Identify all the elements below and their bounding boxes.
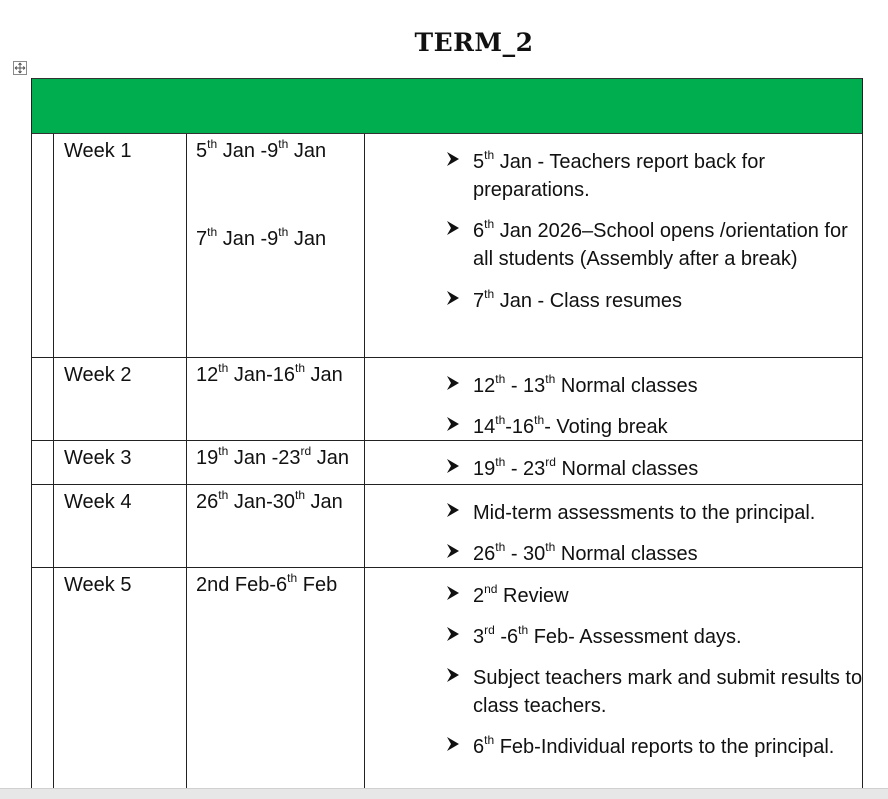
week-label: Week 5 xyxy=(64,574,132,596)
table-move-handle[interactable] xyxy=(13,61,27,75)
arrow-bullet-icon xyxy=(446,416,460,432)
row-divider xyxy=(31,484,863,485)
column-divider xyxy=(364,134,365,788)
date-range: 2nd Feb-6th Feb xyxy=(196,571,338,596)
table-border-left xyxy=(31,78,32,788)
document-title: TERM_2 xyxy=(414,28,534,57)
arrow-bullet-icon xyxy=(446,626,460,642)
arrow-bullet-icon xyxy=(446,458,460,474)
row-divider xyxy=(31,357,863,358)
arrow-bullet-icon xyxy=(446,290,460,306)
date-range: 5th Jan -9th Jan xyxy=(196,137,327,162)
arrow-bullet-icon xyxy=(446,543,460,559)
window-bottom-strip xyxy=(0,788,888,799)
week-label: Week 1 xyxy=(64,140,132,162)
week-label: Week 3 xyxy=(64,447,132,469)
arrow-bullet-icon xyxy=(446,375,460,391)
date-range: 12th Jan-16th Jan xyxy=(196,361,343,386)
date-range: 26th Jan-30th Jan xyxy=(196,488,343,513)
column-divider xyxy=(186,134,187,788)
date-range: 7th Jan -9th Jan xyxy=(196,225,327,250)
arrow-bullet-icon xyxy=(446,667,460,683)
arrow-bullet-icon xyxy=(446,502,460,518)
week-label: Week 4 xyxy=(64,491,132,513)
week-label: Week 2 xyxy=(64,364,132,386)
column-divider xyxy=(53,134,54,788)
arrow-bullet-icon xyxy=(446,736,460,752)
date-range: 19th Jan -23rd Jan xyxy=(196,444,350,469)
arrow-bullet-icon xyxy=(446,585,460,601)
arrow-bullet-icon xyxy=(446,220,460,236)
arrow-bullet-icon xyxy=(446,151,460,167)
table-header-row xyxy=(31,78,863,134)
move-arrows-icon xyxy=(14,62,26,74)
